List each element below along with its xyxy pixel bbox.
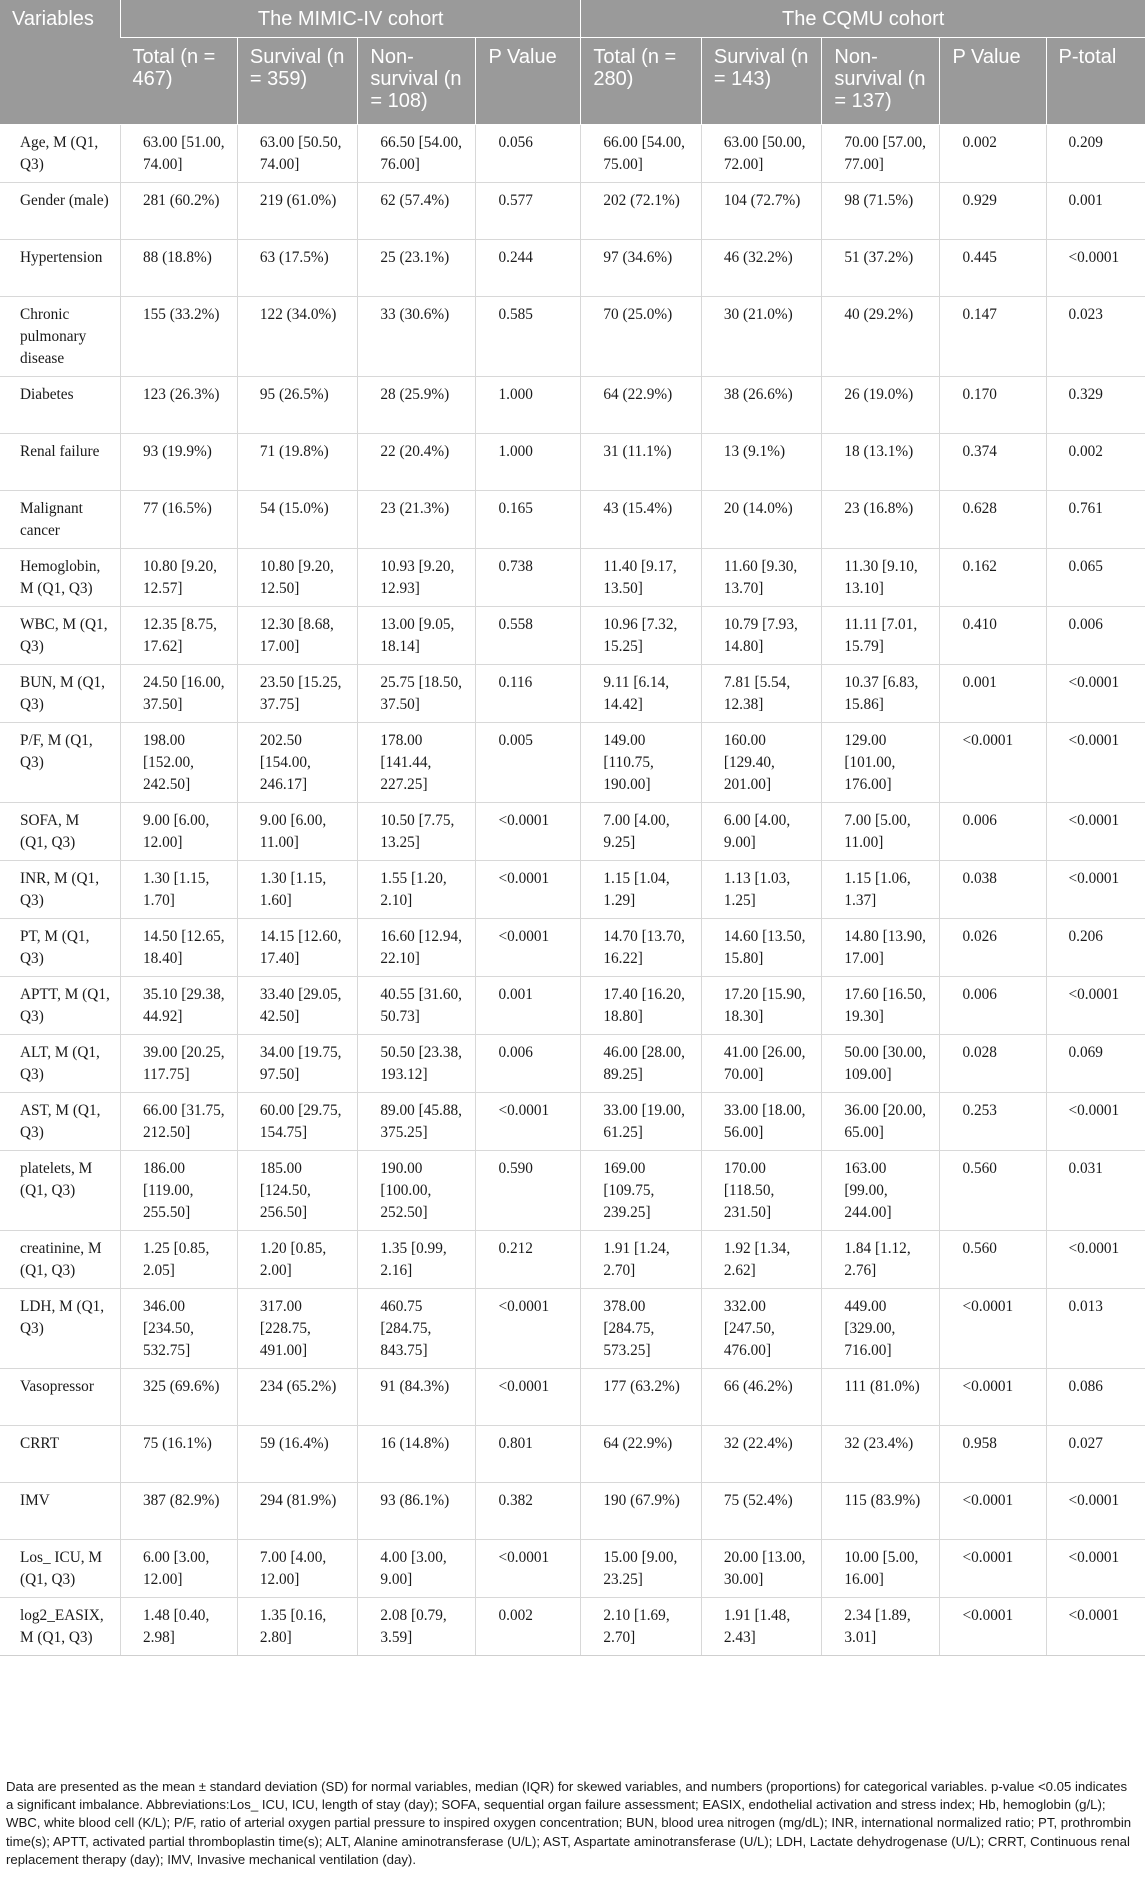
cell-variable: Malignant cancer [0,491,121,549]
cell-cqmu-survival: 13 (9.1%) [701,434,822,491]
mimic-nonsurvival-header: Non-survival (n = 108) [358,38,476,125]
cell-cqmu-total: 149.00 [110.75, 190.00] [581,723,702,803]
cell-mimic-total: 325 (69.6%) [121,1369,238,1426]
cell-cqmu-nonsurvival: 36.00 [20.00, 65.00] [822,1093,940,1151]
table-body [0,125,1145,1656]
cell-mimic-survival: 34.00 [19.75, 97.50] [237,1035,358,1093]
cell-mimic-total: 24.50 [16.00, 37.50] [121,665,238,723]
cell-cqmu-nonsurvival: 111 (81.0%) [822,1369,940,1426]
cell-mimic-nonsurvival: 1.35 [0.99, 2.16] [358,1231,476,1289]
cell-cqmu-total: 9.11 [6.14, 14.42] [581,665,702,723]
cell-cqmu-pvalue: 0.445 [940,240,1046,297]
cqmu-cohort-header: The CQMU cohort [581,0,1145,38]
cell-mimic-nonsurvival: 4.00 [3.00, 9.00] [358,1540,476,1598]
cell-mimic-nonsurvival: 10.93 [9.20, 12.93] [358,549,476,607]
mimic-survival-header: Survival (n = 359) [237,38,358,125]
cell-mimic-survival: 234 (65.2%) [237,1369,358,1426]
cell-mimic-pvalue: <0.0001 [476,803,581,861]
cell-cqmu-total: 64 (22.9%) [581,377,702,434]
cell-variable: SOFA, M (Q1, Q3) [0,803,121,861]
cell-mimic-nonsurvival: 93 (86.1%) [358,1483,476,1540]
cell-cqmu-nonsurvival: 10.37 [6.83, 15.86] [822,665,940,723]
cqmu-total-header: Total (n = 280) [581,38,702,125]
cell-mimic-nonsurvival: 178.00 [141.44, 227.25] [358,723,476,803]
cell-mimic-survival: 60.00 [29.75, 154.75] [237,1093,358,1151]
cell-mimic-survival: 317.00 [228.75, 491.00] [237,1289,358,1369]
cell-mimic-total: 39.00 [20.25, 117.75] [121,1035,238,1093]
cell-p-total: 0.001 [1046,183,1145,240]
cell-mimic-pvalue: 0.116 [476,665,581,723]
cell-p-total: 0.023 [1046,297,1145,377]
cell-cqmu-survival: 1.92 [1.34, 2.62] [701,1231,822,1289]
table-row [0,803,1145,861]
cell-p-total: 0.013 [1046,1289,1145,1369]
mimic-total-header: Total (n = 467) [121,38,238,125]
cell-cqmu-pvalue: 0.253 [940,1093,1046,1151]
cell-p-total: 0.027 [1046,1426,1145,1483]
cell-mimic-total: 1.48 [0.40, 2.98] [121,1598,238,1656]
cell-mimic-survival: 1.30 [1.15, 1.60] [237,861,358,919]
cell-p-total: 0.002 [1046,434,1145,491]
cell-cqmu-nonsurvival: 14.80 [13.90, 17.00] [822,919,940,977]
cell-cqmu-total: 169.00 [109.75, 239.25] [581,1151,702,1231]
cell-mimic-survival: 10.80 [9.20, 12.50] [237,549,358,607]
cell-cqmu-survival: 6.00 [4.00, 9.00] [701,803,822,861]
cqmu-survival-header: Survival (n = 143) [701,38,822,125]
cell-mimic-pvalue: <0.0001 [476,919,581,977]
cell-cqmu-total: 2.10 [1.69, 2.70] [581,1598,702,1656]
cell-variable: P/F, M (Q1, Q3) [0,723,121,803]
cell-mimic-survival: 54 (15.0%) [237,491,358,549]
cell-cqmu-survival: 14.60 [13.50, 15.80] [701,919,822,977]
cell-cqmu-total: 31 (11.1%) [581,434,702,491]
cell-cqmu-survival: 7.81 [5.54, 12.38] [701,665,822,723]
cell-variable: WBC, M (Q1, Q3) [0,607,121,665]
cell-cqmu-total: 1.15 [1.04, 1.29] [581,861,702,919]
cell-variable: BUN, M (Q1, Q3) [0,665,121,723]
cell-cqmu-nonsurvival: 163.00 [99.00, 244.00] [822,1151,940,1231]
cell-variable: LDH, M (Q1, Q3) [0,1289,121,1369]
cell-mimic-survival: 63.00 [50.50, 74.00] [237,125,358,183]
cell-mimic-nonsurvival: 50.50 [23.38, 193.12] [358,1035,476,1093]
cell-mimic-survival: 63 (17.5%) [237,240,358,297]
table-row [0,240,1145,297]
cell-cqmu-pvalue: 0.147 [940,297,1046,377]
cell-mimic-nonsurvival: 25.75 [18.50, 37.50] [358,665,476,723]
cell-cqmu-total: 14.70 [13.70, 16.22] [581,919,702,977]
cell-cqmu-pvalue: 0.006 [940,803,1046,861]
cell-variable: creatinine, M (Q1, Q3) [0,1231,121,1289]
cell-mimic-nonsurvival: 22 (20.4%) [358,434,476,491]
cell-mimic-pvalue: 0.244 [476,240,581,297]
cell-mimic-nonsurvival: 2.08 [0.79, 3.59] [358,1598,476,1656]
cell-cqmu-nonsurvival: 1.84 [1.12, 2.76] [822,1231,940,1289]
cell-cqmu-nonsurvival: 7.00 [5.00, 11.00] [822,803,940,861]
cell-mimic-pvalue: 0.165 [476,491,581,549]
cell-mimic-pvalue: 0.590 [476,1151,581,1231]
cell-mimic-total: 281 (60.2%) [121,183,238,240]
cell-mimic-nonsurvival: 16.60 [12.94, 22.10] [358,919,476,977]
cell-variable: APTT, M (Q1, Q3) [0,977,121,1035]
table-row [0,1540,1145,1598]
cell-cqmu-survival: 66 (46.2%) [701,1369,822,1426]
cqmu-pvalue-header: P Value [940,38,1046,125]
cell-mimic-survival: 1.20 [0.85, 2.00] [237,1231,358,1289]
table-row [0,919,1145,977]
cell-variable: platelets, M (Q1, Q3) [0,1151,121,1231]
table-row [0,297,1145,377]
cell-p-total: 0.086 [1046,1369,1145,1426]
cell-p-total: <0.0001 [1046,723,1145,803]
cell-cqmu-survival: 20.00 [13.00, 30.00] [701,1540,822,1598]
cell-variable: Vasopressor [0,1369,121,1426]
cell-mimic-survival: 95 (26.5%) [237,377,358,434]
mimic-cohort-header: The MIMIC-IV cohort [121,0,581,38]
table-row [0,491,1145,549]
cell-mimic-pvalue: 1.000 [476,377,581,434]
cell-mimic-total: 63.00 [51.00, 74.00] [121,125,238,183]
cell-cqmu-survival: 17.20 [15.90, 18.30] [701,977,822,1035]
cell-mimic-nonsurvival: 13.00 [9.05, 18.14] [358,607,476,665]
cell-mimic-nonsurvival: 190.00 [100.00, 252.50] [358,1151,476,1231]
cell-mimic-nonsurvival: 89.00 [45.88, 375.25] [358,1093,476,1151]
cell-p-total: <0.0001 [1046,977,1145,1035]
cell-mimic-pvalue: 0.738 [476,549,581,607]
cell-p-total: <0.0001 [1046,1540,1145,1598]
cell-cqmu-nonsurvival: 32 (23.4%) [822,1426,940,1483]
cell-mimic-survival: 23.50 [15.25, 37.75] [237,665,358,723]
cell-cqmu-total: 97 (34.6%) [581,240,702,297]
cell-cqmu-pvalue: 0.162 [940,549,1046,607]
cell-cqmu-pvalue: <0.0001 [940,723,1046,803]
cell-cqmu-nonsurvival: 10.00 [5.00, 16.00] [822,1540,940,1598]
cell-mimic-survival: 33.40 [29.05, 42.50] [237,977,358,1035]
cell-cqmu-pvalue: 0.958 [940,1426,1046,1483]
cell-cqmu-total: 46.00 [28.00, 89.25] [581,1035,702,1093]
cell-variable: Hypertension [0,240,121,297]
cell-variable: Hemoglobin, M (Q1, Q3) [0,549,121,607]
cell-mimic-survival: 71 (19.8%) [237,434,358,491]
cell-cqmu-survival: 1.91 [1.48, 2.43] [701,1598,822,1656]
cell-variable: IMV [0,1483,121,1540]
cell-cqmu-survival: 41.00 [26.00, 70.00] [701,1035,822,1093]
cell-p-total: <0.0001 [1046,803,1145,861]
cell-mimic-nonsurvival: 33 (30.6%) [358,297,476,377]
cell-p-total: <0.0001 [1046,665,1145,723]
cell-cqmu-survival: 104 (72.7%) [701,183,822,240]
cell-mimic-nonsurvival: 1.55 [1.20, 2.10] [358,861,476,919]
cell-cqmu-pvalue: 0.374 [940,434,1046,491]
group-header-row [0,0,1145,38]
cell-mimic-total: 88 (18.8%) [121,240,238,297]
table-row [0,183,1145,240]
cell-cqmu-survival: 10.79 [7.93, 14.80] [701,607,822,665]
cell-cqmu-pvalue: 0.929 [940,183,1046,240]
cell-mimic-total: 346.00 [234.50, 532.75] [121,1289,238,1369]
cell-mimic-pvalue: 0.056 [476,125,581,183]
cell-cqmu-survival: 20 (14.0%) [701,491,822,549]
cell-cqmu-nonsurvival: 40 (29.2%) [822,297,940,377]
cell-mimic-total: 1.25 [0.85, 2.05] [121,1231,238,1289]
cell-cqmu-survival: 30 (21.0%) [701,297,822,377]
cell-cqmu-total: 66.00 [54.00, 75.00] [581,125,702,183]
cell-mimic-pvalue: 0.585 [476,297,581,377]
cell-cqmu-total: 7.00 [4.00, 9.25] [581,803,702,861]
cell-mimic-nonsurvival: 91 (84.3%) [358,1369,476,1426]
cell-mimic-total: 387 (82.9%) [121,1483,238,1540]
cell-cqmu-nonsurvival: 2.34 [1.89, 3.01] [822,1598,940,1656]
cell-cqmu-survival: 75 (52.4%) [701,1483,822,1540]
cell-cqmu-pvalue: 0.006 [940,977,1046,1035]
cell-cqmu-pvalue: 0.002 [940,125,1046,183]
cell-mimic-nonsurvival: 23 (21.3%) [358,491,476,549]
cell-cqmu-nonsurvival: 51 (37.2%) [822,240,940,297]
cell-cqmu-nonsurvival: 98 (71.5%) [822,183,940,240]
cell-mimic-pvalue: 0.577 [476,183,581,240]
cell-variable: INR, M (Q1, Q3) [0,861,121,919]
cell-mimic-pvalue: 0.002 [476,1598,581,1656]
cell-cqmu-total: 17.40 [16.20, 18.80] [581,977,702,1035]
cell-mimic-total: 35.10 [29.38, 44.92] [121,977,238,1035]
cell-mimic-pvalue: 0.801 [476,1426,581,1483]
cell-cqmu-pvalue: 0.028 [940,1035,1046,1093]
table-row [0,1289,1145,1369]
cell-mimic-pvalue: 0.382 [476,1483,581,1540]
cell-cqmu-survival: 1.13 [1.03, 1.25] [701,861,822,919]
variables-header: Variables [0,0,121,125]
cell-p-total: 0.031 [1046,1151,1145,1231]
cell-cqmu-nonsurvival: 23 (16.8%) [822,491,940,549]
table-footnote: Data are presented as the mean ± standard deviation (SD) for normal variables, median (IQR) for skewed variables, and numbers (proportions) for categorical variables. p-value <0.05 indicates a significant imbalance. Abbreviations:Los_ ICU, ICU, length of stay (day); SOFA, sequential organ failure assessment; EASIX, endothelial activation and stress index; Hb, hemoglobin (g/L); WBC, white blood cell (K/L); P/F, ratio of arterial oxygen partial pressure to inspired oxygen concentration; BUN, blood urea nitrogen (mg/dL); INR, international normalized ratio; PT, prothrombin time(s); APTT, activated partial thromboplastin time(s); ALT, Alanine aminotransferase (U/L); AST, Aspartate aminotransferase (U/L); LDH, Lactate dehydrogenase (U/L); CRRT, Continuous renal replacement therapy (day); IMV, Invasive mechanical ventilation (day). [6,1779,1132,1867]
table-row [0,1151,1145,1231]
cell-cqmu-nonsurvival: 1.15 [1.06, 1.37] [822,861,940,919]
cell-cqmu-nonsurvival: 70.00 [57.00, 77.00] [822,125,940,183]
cell-cqmu-survival: 160.00 [129.40, 201.00] [701,723,822,803]
table-row [0,434,1145,491]
cell-cqmu-pvalue: 0.001 [940,665,1046,723]
cell-mimic-total: 66.00 [31.75, 212.50] [121,1093,238,1151]
cell-cqmu-nonsurvival: 50.00 [30.00, 109.00] [822,1035,940,1093]
cell-p-total: 0.006 [1046,607,1145,665]
cell-mimic-total: 6.00 [3.00, 12.00] [121,1540,238,1598]
cell-mimic-total: 1.30 [1.15, 1.70] [121,861,238,919]
cell-cqmu-pvalue: 0.410 [940,607,1046,665]
cell-mimic-total: 123 (26.3%) [121,377,238,434]
cell-cqmu-pvalue: 0.026 [940,919,1046,977]
table-row [0,1035,1145,1093]
cell-cqmu-pvalue: <0.0001 [940,1598,1046,1656]
cell-cqmu-survival: 170.00 [118.50, 231.50] [701,1151,822,1231]
cell-mimic-pvalue: 0.558 [476,607,581,665]
table-row [0,377,1145,434]
cell-cqmu-pvalue: 0.038 [940,861,1046,919]
cell-cqmu-pvalue: <0.0001 [940,1540,1046,1598]
cell-cqmu-total: 378.00 [284.75, 573.25] [581,1289,702,1369]
cell-mimic-total: 10.80 [9.20, 12.57] [121,549,238,607]
mimic-pvalue-header: P Value [476,38,581,125]
cell-cqmu-nonsurvival: 129.00 [101.00, 176.00] [822,723,940,803]
cell-p-total: 0.065 [1046,549,1145,607]
cell-variable: Age, M (Q1, Q3) [0,125,121,183]
table-row [0,1426,1145,1483]
cell-mimic-total: 155 (33.2%) [121,297,238,377]
cell-cqmu-total: 43 (15.4%) [581,491,702,549]
cell-cqmu-total: 33.00 [19.00, 61.25] [581,1093,702,1151]
cell-cqmu-pvalue: <0.0001 [940,1483,1046,1540]
cell-mimic-nonsurvival: 62 (57.4%) [358,183,476,240]
cell-mimic-pvalue: 1.000 [476,434,581,491]
cell-cqmu-total: 1.91 [1.24, 2.70] [581,1231,702,1289]
cell-p-total: 0.209 [1046,125,1145,183]
cell-mimic-survival: 219 (61.0%) [237,183,358,240]
cell-variable: Diabetes [0,377,121,434]
cell-mimic-nonsurvival: 10.50 [7.75, 13.25] [358,803,476,861]
cell-mimic-pvalue: 0.006 [476,1035,581,1093]
cell-mimic-pvalue: <0.0001 [476,1289,581,1369]
cell-cqmu-nonsurvival: 11.30 [9.10, 13.10] [822,549,940,607]
table-row [0,977,1145,1035]
cell-mimic-survival: 7.00 [4.00, 12.00] [237,1540,358,1598]
cell-mimic-nonsurvival: 460.75 [284.75, 843.75] [358,1289,476,1369]
p-total-header: P-total [1046,38,1145,125]
cell-cqmu-survival: 33.00 [18.00, 56.00] [701,1093,822,1151]
cell-cqmu-survival: 332.00 [247.50, 476.00] [701,1289,822,1369]
cell-mimic-pvalue: <0.0001 [476,1093,581,1151]
cell-mimic-survival: 185.00 [124.50, 256.50] [237,1151,358,1231]
cell-mimic-survival: 202.50 [154.00, 246.17] [237,723,358,803]
cell-mimic-pvalue: <0.0001 [476,1369,581,1426]
cell-cqmu-pvalue: 0.560 [940,1231,1046,1289]
cell-mimic-survival: 294 (81.9%) [237,1483,358,1540]
cell-mimic-total: 75 (16.1%) [121,1426,238,1483]
cell-mimic-total: 93 (19.9%) [121,434,238,491]
cell-mimic-total: 198.00 [152.00, 242.50] [121,723,238,803]
cell-mimic-survival: 12.30 [8.68, 17.00] [237,607,358,665]
cell-mimic-survival: 1.35 [0.16, 2.80] [237,1598,358,1656]
cell-p-total: <0.0001 [1046,240,1145,297]
cell-p-total: <0.0001 [1046,1231,1145,1289]
cell-mimic-nonsurvival: 28 (25.9%) [358,377,476,434]
cell-cqmu-total: 177 (63.2%) [581,1369,702,1426]
cell-mimic-pvalue: 0.005 [476,723,581,803]
table-row [0,861,1145,919]
cell-mimic-survival: 9.00 [6.00, 11.00] [237,803,358,861]
cell-variable: Chronic pulmonary disease [0,297,121,377]
table-row [0,1483,1145,1540]
cell-mimic-total: 9.00 [6.00, 12.00] [121,803,238,861]
table-row [0,549,1145,607]
cell-mimic-nonsurvival: 25 (23.1%) [358,240,476,297]
cell-mimic-nonsurvival: 16 (14.8%) [358,1426,476,1483]
cqmu-nonsurvival-header: Non-survival (n = 137) [822,38,940,125]
cell-cqmu-total: 70 (25.0%) [581,297,702,377]
cell-mimic-total: 186.00 [119.00, 255.50] [121,1151,238,1231]
subgroup-header-row [0,38,1145,125]
cell-cqmu-nonsurvival: 449.00 [329.00, 716.00] [822,1289,940,1369]
cell-cqmu-total: 190 (67.9%) [581,1483,702,1540]
table-row [0,1369,1145,1426]
cell-p-total: 0.069 [1046,1035,1145,1093]
cell-cqmu-nonsurvival: 26 (19.0%) [822,377,940,434]
cell-mimic-pvalue: <0.0001 [476,861,581,919]
cell-variable: CRRT [0,1426,121,1483]
table-row [0,723,1145,803]
cell-cqmu-survival: 46 (32.2%) [701,240,822,297]
cell-cqmu-pvalue: 0.170 [940,377,1046,434]
cell-variable: Gender (male) [0,183,121,240]
cell-p-total: <0.0001 [1046,1093,1145,1151]
cell-mimic-survival: 59 (16.4%) [237,1426,358,1483]
cell-cqmu-nonsurvival: 17.60 [16.50, 19.30] [822,977,940,1035]
cell-cqmu-total: 10.96 [7.32, 15.25] [581,607,702,665]
cell-mimic-pvalue: 0.001 [476,977,581,1035]
cell-cqmu-total: 11.40 [9.17, 13.50] [581,549,702,607]
cell-mimic-total: 77 (16.5%) [121,491,238,549]
cell-variable: AST, M (Q1, Q3) [0,1093,121,1151]
cell-cqmu-pvalue: 0.560 [940,1151,1046,1231]
cell-cqmu-pvalue: <0.0001 [940,1289,1046,1369]
table-row [0,1093,1145,1151]
cell-mimic-nonsurvival: 40.55 [31.60, 50.73] [358,977,476,1035]
cell-variable: ALT, M (Q1, Q3) [0,1035,121,1093]
table-row [0,125,1145,183]
table-row [0,1231,1145,1289]
cell-cqmu-nonsurvival: 115 (83.9%) [822,1483,940,1540]
cell-mimic-nonsurvival: 66.50 [54.00, 76.00] [358,125,476,183]
cell-p-total: 0.329 [1046,377,1145,434]
cell-mimic-total: 14.50 [12.65, 18.40] [121,919,238,977]
cell-cqmu-total: 64 (22.9%) [581,1426,702,1483]
cell-cqmu-total: 15.00 [9.00, 23.25] [581,1540,702,1598]
cell-variable: log2_EASIX, M (Q1, Q3) [0,1598,121,1656]
cell-p-total: <0.0001 [1046,1483,1145,1540]
cell-p-total: 0.206 [1046,919,1145,977]
cell-mimic-survival: 14.15 [12.60, 17.40] [237,919,358,977]
table-row [0,1598,1145,1656]
cell-p-total: 0.761 [1046,491,1145,549]
cell-variable: Renal failure [0,434,121,491]
cell-variable: PT, M (Q1, Q3) [0,919,121,977]
cell-cqmu-survival: 63.00 [50.00, 72.00] [701,125,822,183]
cell-cqmu-survival: 11.60 [9.30, 13.70] [701,549,822,607]
cell-mimic-total: 12.35 [8.75, 17.62] [121,607,238,665]
cell-mimic-pvalue: 0.212 [476,1231,581,1289]
cell-cqmu-total: 202 (72.1%) [581,183,702,240]
cell-cqmu-nonsurvival: 11.11 [7.01, 15.79] [822,607,940,665]
cell-variable: Los_ ICU, M (Q1, Q3) [0,1540,121,1598]
table-header [0,0,1145,125]
cell-p-total: <0.0001 [1046,1598,1145,1656]
cell-cqmu-pvalue: 0.628 [940,491,1046,549]
cell-cqmu-nonsurvival: 18 (13.1%) [822,434,940,491]
table-row [0,665,1145,723]
cell-cqmu-survival: 38 (26.6%) [701,377,822,434]
cell-cqmu-pvalue: <0.0001 [940,1369,1046,1426]
cell-mimic-pvalue: <0.0001 [476,1540,581,1598]
cell-mimic-survival: 122 (34.0%) [237,297,358,377]
table-row [0,607,1145,665]
cell-cqmu-survival: 32 (22.4%) [701,1426,822,1483]
cell-p-total: <0.0001 [1046,861,1145,919]
